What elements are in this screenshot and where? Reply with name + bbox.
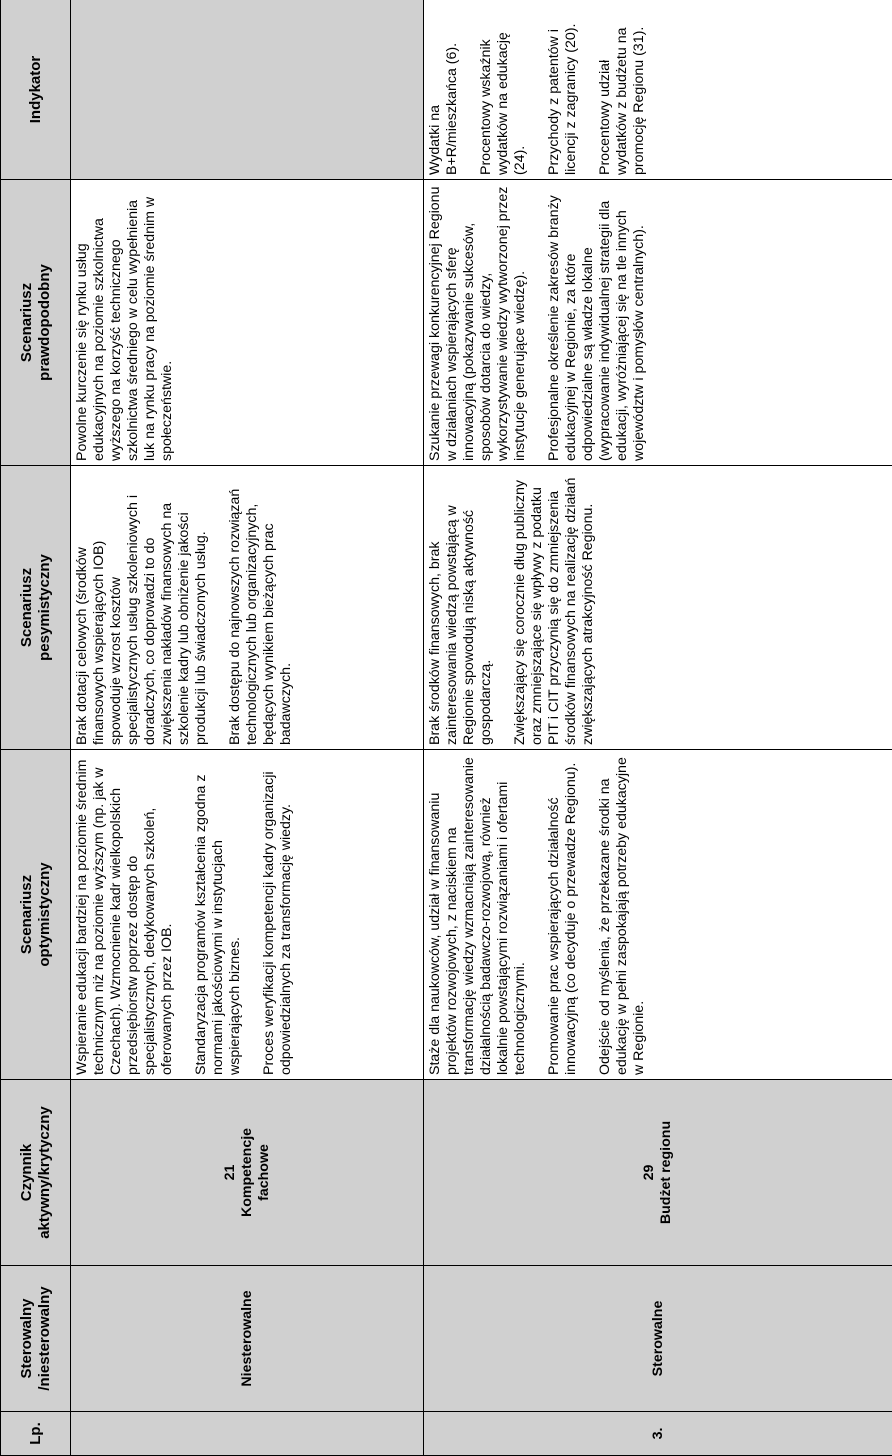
indicator-item: Przychody z patentów i licencji z zagranicy (20). xyxy=(546,23,579,175)
row-optymistyczny xyxy=(424,750,892,1080)
row-factor xyxy=(424,1080,892,1266)
factor-number: 29 xyxy=(641,1164,657,1181)
factor-name-cont: fachowe xyxy=(255,1144,272,1201)
row-sterowalny: Niesterowalne xyxy=(71,1266,424,1412)
header-indykator: Indykator xyxy=(1,0,71,180)
scenario-paragraph: Brak dostępu do najnowszych rozwiązań technologicznych lub organizacyjnych, będących wynikiem bieżących prac badawczych. xyxy=(227,488,294,745)
factor-name: Budżet regionu xyxy=(658,1120,674,1225)
header-pesymistyczny: Scenariusz pesymistyczny xyxy=(1,466,71,750)
scenario-paragraph: Brak środków finansowych, brak zainteresowania wiedzą powstającą w Regionie spowodują niską aktywność gospodarczą. xyxy=(427,505,494,745)
row-lp xyxy=(71,1412,424,1456)
indicator-item: Procentowy wskaźnik wydatków na edukację (24). xyxy=(478,32,528,175)
table-row xyxy=(424,0,892,1456)
indicator-item: Procentowy udział wydatków z budżetu na promocję Regionu (31). xyxy=(597,26,647,175)
header-czynnik: Czynnik aktywny/krytyczny xyxy=(1,1080,71,1266)
row-lp: 3. xyxy=(424,1412,892,1456)
header-row xyxy=(1,0,71,1456)
row-factor xyxy=(71,1080,424,1266)
header-lp: Lp. xyxy=(1,1412,71,1456)
scenario-paragraph: Brak dotacji celowych (środków finansowych wspierających IOB) spowoduje wzrost kosztów specjalistycznych usług szkoleniowych i doradczych, co doprowadzi to do zwiększenia nakładów finansowych na szkolenie kadry lub obniżenie jakości produkcji lub świadczonych usług. xyxy=(74,495,209,745)
factor-number: 21 xyxy=(221,1164,238,1181)
row-indykator xyxy=(71,0,424,180)
scenario-paragraph: Proces weryfikacji kompetencji kadry organizacji odpowiedzialnych za transformację wiedzy. xyxy=(261,771,294,1075)
scenario-paragraph: Wspieranie edukacji bardziej na poziomie średnim technicznym niż na poziomie wyższym (np. jak w Czechach). Wzmocnienie kadr wielkopolskich przedsiębiorstw poprzez dostęp do specjalistycznych, dedykowanych szkoleń, oferowanych przez IOB. xyxy=(74,759,175,1075)
scenario-paragraph: Standaryzacja programów kształcenia zgodna z normami jakościowymi w instytucjach wspierających biznes. xyxy=(193,774,243,1075)
row-sterowalny: Sterowalne xyxy=(424,1266,892,1412)
factor-name: Kompetencje xyxy=(238,1127,255,1218)
scenario-paragraph: Profesjonalne określenie zakresów branży edukacyjnej w Regionie, za które odpowiedzialne są władze lokalne (wypracowanie indywidualnej strategii dla edukacji, wyróżniającej się na tle innych województw i pomysłów centralnych). xyxy=(546,195,647,461)
row-prawdopodobny xyxy=(424,180,892,466)
scenario-paragraph: Promowanie prac wspierających działalność innowacyjną (co decyduje o przewadze Regionu). xyxy=(546,762,579,1075)
row-pesymistyczny xyxy=(424,466,892,750)
row-indykator xyxy=(424,0,892,180)
row-pesymistyczny xyxy=(71,466,424,750)
header-prawdopodobny: Scenariusz prawdopodobny xyxy=(1,180,71,466)
scenario-paragraph: Powolne kurczenie się rynku usług edukacyjnych na poziomie szkolnictwa wyższego na korzyść technicznego szkolnictwa średniego w celu wypełnienia luk na rynku pracy na poziomie średnim w społeczeństwie. xyxy=(74,196,175,461)
row-prawdopodobny xyxy=(71,180,424,466)
indicator-item: Wydatki na B+R/mieszkańca (6). xyxy=(427,42,460,175)
scenario-paragraph: Odejście od myślenia, że przekazane środki na edukację w pełni zaspokajają potrzeby edukacyjne w Regionie. xyxy=(597,757,647,1075)
header-optymistyczny: Scenariusz optymistyczny xyxy=(1,750,71,1080)
table-row xyxy=(71,0,424,1456)
header-sterowalny: Sterowalny /niesterowalny xyxy=(1,1266,71,1412)
scenario-paragraph: Szukanie przewagi konkurencyjnej Regionu w działaniach wspierających sferę innowacyjną (pokazywanie sukcesów, sposobów dotarcia do wiedzy, wykorzystywanie wiedzy wytworzonej przez instytucje generujące wiedzę). xyxy=(427,186,528,461)
scenario-paragraph: Staże dla naukowców, udział w finansowaniu projektów rozwojowych, z naciskiem na transformację wiedzy wzmacniają zainteresowanie działalnością badawczo-rozwojową, również lokalnie powstającymi rozwiązaniami i ofertami technologicznymi. xyxy=(427,757,528,1075)
row-optymistyczny xyxy=(71,750,424,1080)
scenario-paragraph: Zwiększający się corocznie dług publiczny oraz zmniejszające się wpływy z podatku PIT i CIT przyczynią się do zmniejszenia środków finansowych na realizację działań zwiększających atrakcyjność Regionu. xyxy=(512,477,596,745)
